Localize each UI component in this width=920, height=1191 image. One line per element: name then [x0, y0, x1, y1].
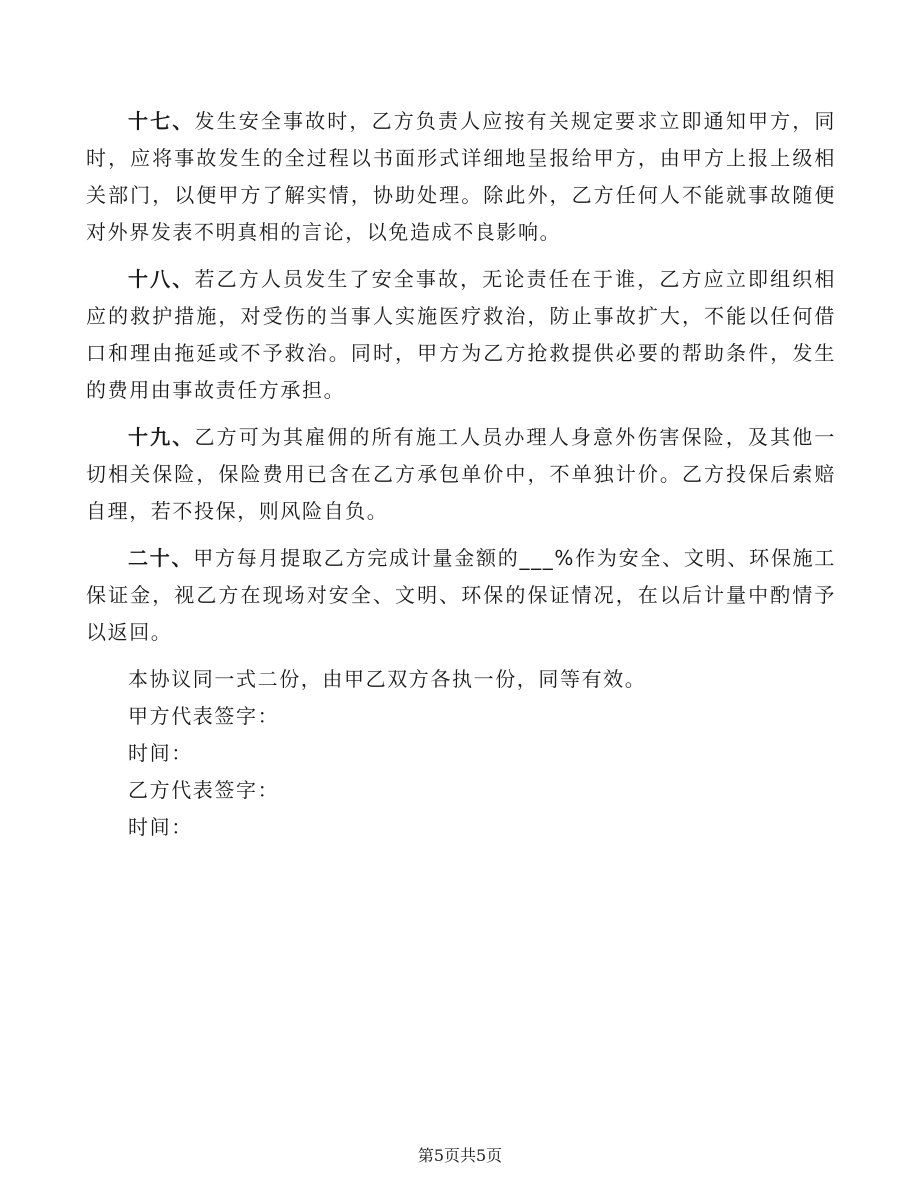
- clause-19: [86, 419, 836, 530]
- clause-18: [86, 261, 836, 409]
- clause-20-text: 甲方每月提取乙方完成计量金额的___%作为安全、文明、环保施工保证金，视乙方在现场对安全、文明、环保的保证情况，在以后计量中酌情予以返回。: [86, 546, 836, 644]
- party-b-time-label: 时间：: [128, 815, 193, 839]
- document-body: [86, 103, 836, 846]
- clause-20: [86, 540, 836, 651]
- clause-19-number: 十九、: [128, 425, 195, 449]
- party-a-signature-label: 甲方代表签字：: [128, 704, 280, 728]
- party-b-signature-label: 乙方代表签字：: [128, 778, 280, 802]
- clause-17-number: 十七、: [128, 109, 195, 133]
- clause-18-text: 若乙方人员发生了安全事故，无论责任在于谁，乙方应立即组织相应的救护措施，对受伤的当事人实施医疗救治，防止事故扩大，不能以任何借口和理由拖延或不予救治。同时，甲方为乙方抢救提供必要的帮助条件，发生的费用由事故责任方承担。: [86, 267, 836, 402]
- clause-18-number: 十八、: [128, 267, 195, 291]
- clause-17: [86, 103, 836, 251]
- page-number-footer: 第5页共5页: [417, 1146, 503, 1165]
- clause-20-number: 二十、: [128, 546, 194, 570]
- party-a-time-label: 时间：: [128, 741, 193, 765]
- closing-statement: 本协议同一式二份，由甲乙双方各执一份，同等有效。: [128, 667, 647, 691]
- clause-17-text: 发生安全事故时，乙方负责人应按有关规定要求立即通知甲方，同时，应将事故发生的全过程以书面形式详细地呈报给甲方，由甲方上报上级相关部门，以便甲方了解实情，协助处理。除此外，乙方任何人不能就事故随便对外界发表不明真相的言论，以免造成不良影响。: [86, 109, 836, 244]
- clause-19-text: 乙方可为其雇佣的所有施工人员办理人身意外伤害保险，及其他一切相关保险，保险费用已含在乙方承包单价中，不单独计价。乙方投保后索赔自理，若不投保，则风险自负。: [86, 425, 836, 523]
